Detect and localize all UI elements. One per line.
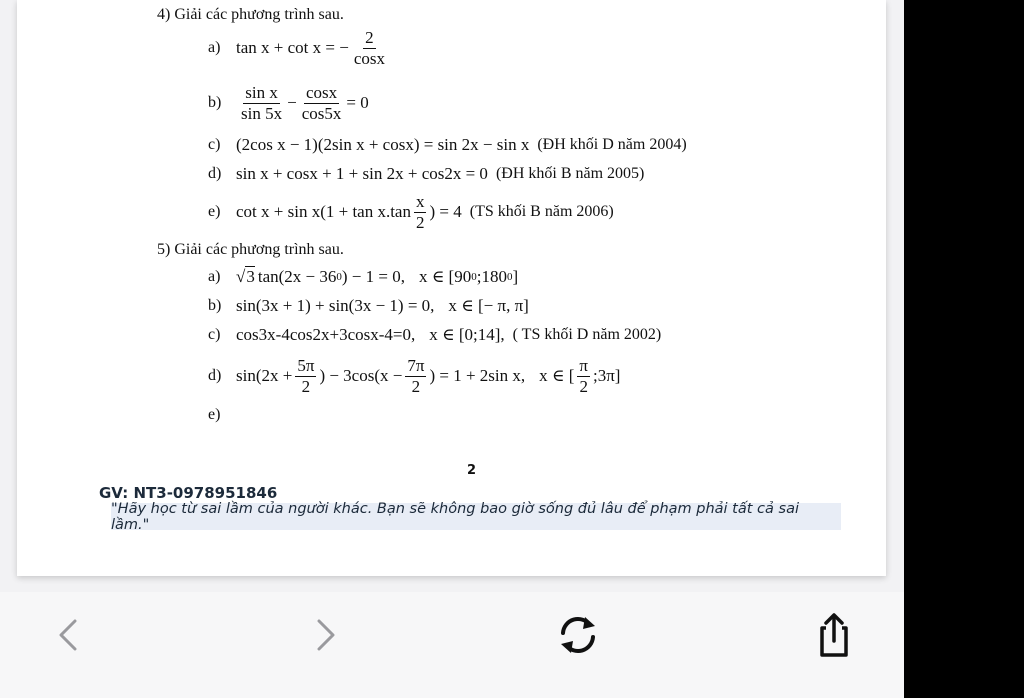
degree-mark: 0: [471, 270, 477, 283]
fraction-numerator: x: [415, 192, 425, 211]
sqrt-radicand: 3: [246, 267, 255, 286]
problem-label: c): [208, 136, 221, 153]
fraction: [414, 192, 427, 232]
quote-text: "Hãy học từ sai lầm của người khác. Bạn sẽ không bao giờ sống đủ lâu để phạm phải tất cả sai lầm.": [111, 500, 799, 533]
chevron-right-icon: [311, 615, 341, 655]
domain-condition: ;180: [476, 266, 507, 286]
fraction-denominator: 2: [579, 376, 588, 396]
degree-mark: 0: [506, 270, 513, 283]
rotate-button[interactable]: [553, 610, 603, 660]
problem-4c: [208, 135, 687, 155]
problem-5d: [208, 356, 620, 396]
problem-label: a): [208, 267, 221, 285]
bottom-toolbar: [0, 592, 904, 698]
fraction-denominator: 2: [415, 212, 425, 232]
domain-condition: x ∈ [: [539, 366, 575, 386]
fraction-denominator: cos5x: [301, 103, 342, 123]
equation-text: = 0: [346, 93, 369, 113]
domain-condition: ]: [512, 266, 519, 286]
fraction: [352, 28, 387, 68]
problem-4d: [208, 164, 644, 184]
equation-text: sin(2x +: [236, 366, 293, 386]
problem-label: c): [208, 326, 221, 343]
fraction-numerator: 7π: [407, 356, 425, 375]
source-note: (ĐH khối B năm 2005): [495, 165, 645, 182]
share-icon: [812, 611, 856, 659]
domain-condition: ;3π]: [592, 366, 621, 386]
equation-text: sin x + cosx + 1 + sin 2x + cos2x = 0: [236, 164, 488, 183]
problem-5e: [208, 406, 236, 424]
problem-label: a): [208, 39, 221, 57]
document-page: [17, 0, 886, 576]
problem-label: d): [208, 165, 222, 182]
fraction-denominator: 2: [301, 376, 311, 396]
source-note: ( TS khối D năm 2002): [512, 326, 662, 343]
equation-text: tan(2x − 36: [257, 266, 337, 286]
problem-label: e): [208, 406, 221, 423]
screen-edge-bar: [904, 0, 1024, 698]
source-note: (ĐH khối D năm 2004): [537, 136, 687, 153]
problem-4a: [208, 28, 390, 68]
section-5-heading: 5) Giải các phương trình sau.: [157, 241, 344, 258]
back-button[interactable]: [43, 610, 93, 660]
equation-text: ) − 1 = 0,: [341, 266, 405, 286]
sqrt-symbol: √: [236, 266, 246, 286]
problem-label: b): [208, 297, 222, 314]
section-4-heading: 4) Giải các phương trình sau.: [157, 6, 344, 23]
fraction-numerator: 2: [365, 28, 374, 47]
problem-5a: [208, 266, 518, 287]
share-button[interactable]: [809, 610, 859, 660]
equation-text: tan x + cot x = −: [236, 38, 349, 58]
domain-condition: x ∈ [0;14],: [429, 325, 505, 344]
fraction-numerator: 5π: [297, 356, 315, 375]
fraction: [300, 83, 344, 123]
fraction-denominator: sin 5x: [241, 103, 283, 123]
degree-mark: 0: [336, 270, 342, 283]
teacher-info: GV: NT3-0978951846: [99, 484, 278, 502]
fraction-numerator: cosx: [305, 83, 338, 102]
fraction-denominator: cosx: [353, 48, 385, 68]
fraction-numerator: sin x: [245, 83, 278, 102]
fraction: [577, 356, 590, 396]
fraction: [295, 356, 316, 396]
problem-4e: [208, 192, 614, 232]
equation-text: ) = 4: [429, 202, 462, 222]
equation-text: ) − 3cos(x −: [319, 366, 403, 386]
page-number: 2: [467, 463, 477, 478]
problem-label: b): [208, 94, 222, 112]
problem-label: e): [208, 203, 221, 221]
forward-button[interactable]: [301, 610, 351, 660]
problem-4b: [208, 83, 369, 123]
problem-5b: [208, 296, 529, 316]
source-note: (TS khối B năm 2006): [469, 203, 614, 221]
equation-text: cos3x-4cos2x+3cosx-4=0,: [236, 325, 416, 344]
problem-5c: [208, 325, 661, 345]
equation-text: sin(3x + 1) + sin(3x − 1) = 0,: [236, 296, 435, 315]
operator: −: [287, 93, 297, 113]
quote-banner: [111, 500, 841, 533]
equation-text: cot x + sin x(1 + tan x.tan: [236, 202, 411, 222]
rotate-icon: [555, 613, 601, 657]
domain-condition: x ∈ [− π, π]: [448, 296, 529, 315]
domain-condition: x ∈ [90: [418, 266, 472, 286]
fraction-numerator: π: [579, 356, 588, 375]
fraction: [405, 356, 426, 396]
problem-label: d): [208, 367, 222, 385]
fraction: [239, 83, 284, 123]
equation-text: (2cos x − 1)(2sin x + cosx) = sin 2x − sin x: [236, 135, 530, 154]
equation-text: ) = 1 + 2sin x,: [429, 366, 526, 386]
chevron-left-icon: [53, 615, 83, 655]
fraction-denominator: 2: [411, 376, 421, 396]
